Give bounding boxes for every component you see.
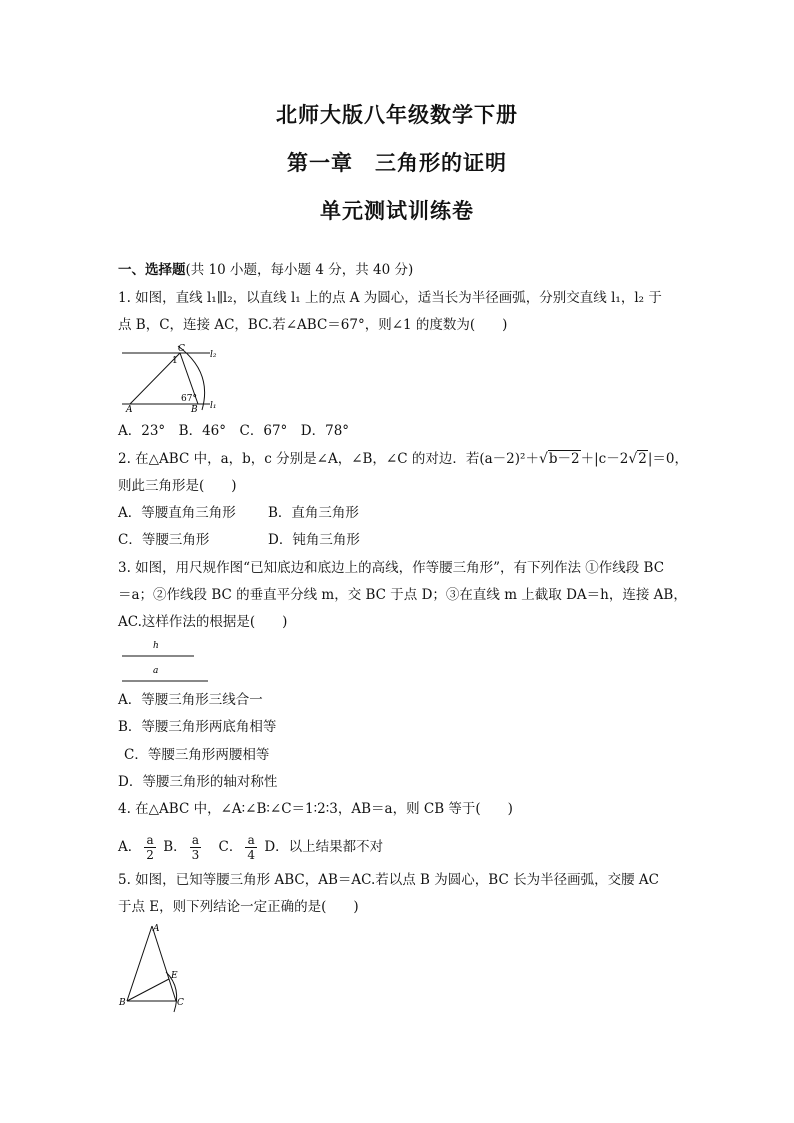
q1-fig-angle: 67° bbox=[181, 394, 197, 404]
q4-options bbox=[118, 832, 383, 862]
doc-title-line1: 北师大版八年级数学下册 bbox=[276, 103, 518, 127]
doc-title-line3: 单元测试训练卷 bbox=[320, 199, 474, 223]
q2-option-a: A．等腰直角三角形 bbox=[118, 505, 236, 521]
q2-line1 bbox=[118, 450, 688, 468]
q1-options: A．23° B．46° C．67° D．78° bbox=[118, 423, 350, 439]
q4-frac-c: $\frac{a}{4}$ bbox=[247, 833, 256, 862]
q3-option-c: C．等腰三角形两腰相等 bbox=[124, 747, 270, 763]
q2-option-d: D．钝角三角形 bbox=[268, 532, 360, 548]
q3-fig-label-h: h bbox=[153, 641, 159, 651]
q1-fig-label-b: B bbox=[191, 405, 198, 414]
q3-line2: ＝a；②作线段 BC 的垂直平分线 m，交 BC 于点 D；③在直线 m 上截取 DA＝h，连接 AB， bbox=[118, 587, 687, 603]
q3-fig-label-a: a bbox=[153, 666, 159, 676]
q1-fig-l1: l₁ bbox=[210, 401, 217, 411]
q3-option-b: B．等腰三角形两底角相等 bbox=[118, 719, 277, 735]
q5-figure bbox=[116, 922, 196, 1017]
q1-fig-label-1: 1 bbox=[172, 356, 178, 366]
q5-fig-label-a: A bbox=[153, 924, 160, 934]
sqrt-symbol: √ bbox=[538, 451, 548, 467]
q5-fig-label-b: B bbox=[119, 998, 126, 1008]
q5-fig-label-e: E bbox=[171, 971, 178, 981]
q2-text-c: |＝0， bbox=[647, 451, 688, 467]
q1-fig-label-c: C bbox=[178, 344, 185, 354]
q2-option-b: B．直角三角形 bbox=[268, 505, 359, 521]
q2-sqrt2: 2 bbox=[638, 451, 647, 467]
section-note: (共 10 小题，每小题 4 分，共 40 分) bbox=[185, 262, 414, 278]
q1-line2: 点 B，C，连接 AC，BC.若∠ABC＝67°，则∠1 的度数为( ) bbox=[118, 317, 508, 333]
sqrt-symbol: √ bbox=[628, 451, 638, 467]
q4-frac-b: $\frac{a}{3}$ bbox=[191, 833, 200, 862]
q4-option-b: B． bbox=[163, 839, 187, 855]
q5-line1: 5. 如图，已知等腰三角形 ABC，AB＝AC.若以点 B 为圆心，BC 长为半径画弧，交腰 AC bbox=[118, 872, 659, 888]
q4-option-c: C． bbox=[218, 839, 243, 855]
q3-figure bbox=[118, 636, 218, 684]
q2-sqrt: b－2 bbox=[548, 451, 580, 467]
q1-line1: 1. 如图，直线 l₁∥l₂，以直线 l₁ 上的点 A 为圆心，适当长为半径画弧，分别交直线 l₁，l₂ 于 bbox=[118, 290, 662, 306]
section-heading bbox=[118, 261, 413, 279]
q5-fig-label-c: C bbox=[177, 998, 184, 1008]
q4-option-a: A． bbox=[118, 839, 142, 855]
q2-text-a: 2. 在△ABC 中，a，b，c 分别是∠A，∠B，∠C 的对边．若(a－2)²＋ bbox=[118, 451, 539, 467]
doc-title-line2: 第一章 三角形的证明 bbox=[287, 151, 507, 175]
q4-frac-a: $\frac{a}{2}$ bbox=[146, 833, 154, 862]
q3-option-a: A．等腰三角形三线合一 bbox=[118, 692, 263, 708]
q1-fig-label-a: A bbox=[126, 405, 133, 414]
section-title: 一、选择题 bbox=[118, 262, 186, 278]
q4-line1: 4. 在△ABC 中，∠A∶∠B∶∠C＝1∶2∶3，AB＝a，则 CB 等于( ) bbox=[118, 801, 513, 817]
q3-line1: 3. 如图，用尺规作图“已知底边和底边上的高线，作等腰三角形”，有下列作法 ①作线段 BC bbox=[118, 560, 665, 576]
q3-option-d: D．等腰三角形的轴对称性 bbox=[118, 774, 278, 790]
q2-text-b: ＋|c－2 bbox=[580, 451, 629, 467]
q4-option-d: D．以上结果都不对 bbox=[264, 839, 384, 855]
q2-option-c: C．等腰三角形 bbox=[118, 532, 210, 548]
q1-figure bbox=[118, 342, 228, 414]
q2-line2: 则此三角形是( ) bbox=[118, 478, 237, 494]
q3-line3: AC.这样作法的根据是( ) bbox=[118, 614, 288, 630]
q5-line2: 于点 E，则下列结论一定正确的是( ) bbox=[118, 899, 359, 915]
q1-fig-l2: l₂ bbox=[210, 350, 217, 360]
